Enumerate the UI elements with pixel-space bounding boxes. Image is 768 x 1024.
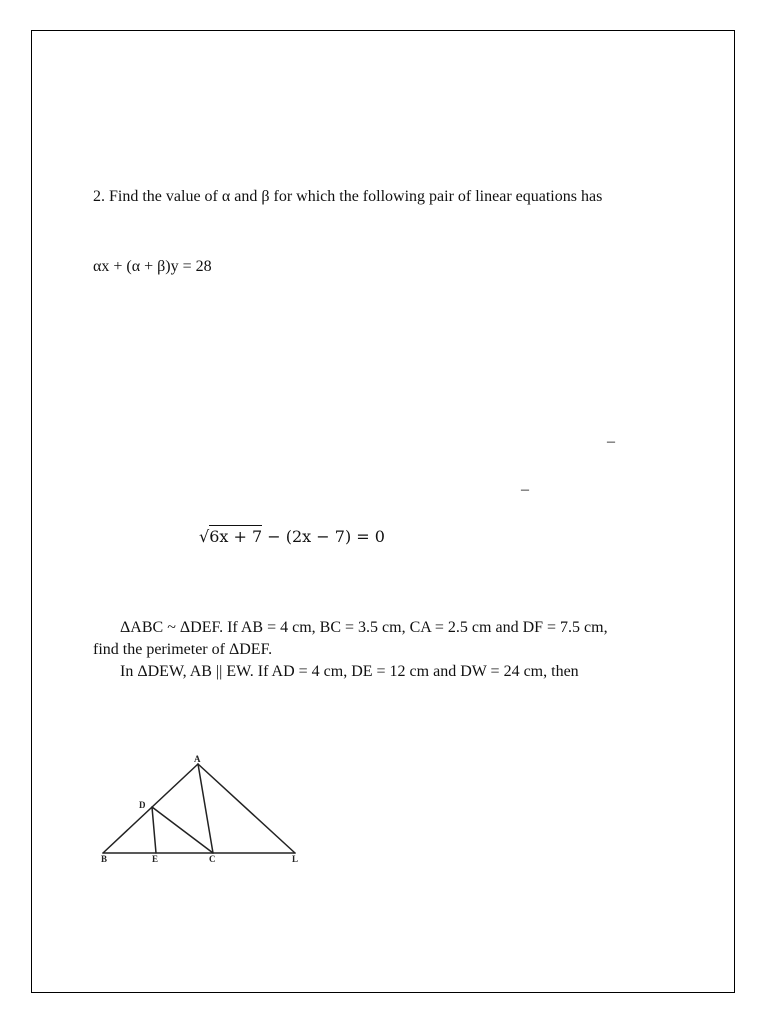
label-a: A	[194, 754, 201, 764]
side-ba	[103, 764, 198, 853]
label-b: B	[101, 854, 108, 864]
stray-dash: –	[607, 433, 615, 450]
linear-equation: αx + (α + β)y = 28	[93, 258, 212, 275]
label-c: C	[209, 854, 216, 864]
parallel-lines-question: In ΔDEW, AB || EW. If AD = 4 cm, DE = 12 cm and DW = 24 cm, then	[120, 663, 579, 680]
similar-triangles-line: find the perimeter of ΔDEF.	[93, 641, 273, 658]
equation-remainder: − (2x − 7) = 0	[262, 527, 385, 546]
side-al	[198, 764, 295, 853]
radicand: 6x + 7	[209, 527, 263, 546]
label-d: D	[139, 800, 146, 810]
label-l: L	[292, 854, 299, 864]
triangle-figure	[95, 750, 310, 870]
stray-dash: –	[521, 481, 529, 498]
radical-sign: √	[199, 527, 210, 546]
segment-de	[152, 807, 156, 853]
segment-dc	[152, 807, 213, 853]
similar-triangles-line: ΔABC ~ ΔDEF. If AB = 4 cm, BC = 3.5 cm, CA = 2.5 cm and DF = 7.5 cm,	[120, 619, 608, 636]
segment-ac	[198, 764, 213, 853]
label-e: E	[152, 854, 159, 864]
question-2-text: 2. Find the value of α and β for which the following pair of linear equations has	[93, 188, 603, 205]
radical-equation	[199, 527, 385, 546]
